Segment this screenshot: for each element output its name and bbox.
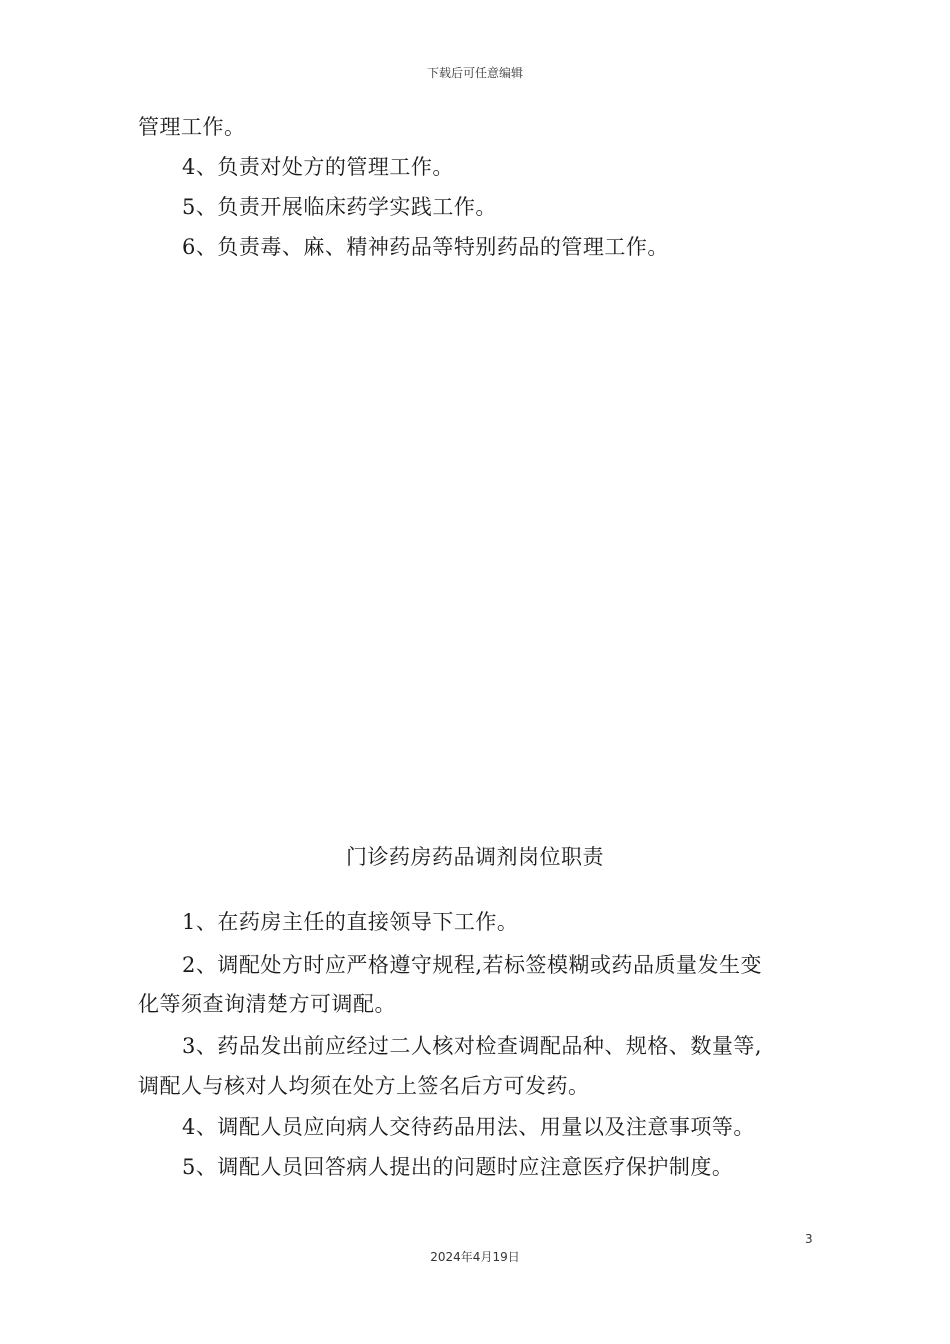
paragraph-line: 调配人与核对人均须在处方上签名后方可发药。: [138, 1074, 590, 1098]
paragraph-line: 管理工作。: [138, 115, 246, 139]
paragraph-line: 3、药品发出前应经过二人核对检查调配品种、规格、数量等,: [182, 1034, 763, 1058]
paragraph-line: 4、负责对处方的管理工作。: [182, 155, 454, 179]
paragraph-line: 5、负责开展临床药学实践工作。: [182, 195, 497, 219]
paragraph-line: 5、调配人员回答病人提出的问题时应注意医疗保护制度。: [182, 1155, 734, 1179]
paragraph-line: 1、在药房主任的直接领导下工作。: [182, 910, 519, 934]
paragraph-line: 化等须查询清楚方可调配。: [138, 992, 396, 1016]
section-title: 门诊药房药品调剂岗位职责: [346, 845, 604, 869]
paragraph-line: 6、负责毒、麻、精神药品等特别药品的管理工作。: [182, 235, 669, 259]
paragraph-line: 2、调配处方时应严格遵守规程,若标签模糊或药品质量发生变: [182, 953, 763, 977]
paragraph-line: 4、调配人员应向病人交待药品用法、用量以及注意事项等。: [182, 1115, 755, 1139]
page-footer-date: 2024年4月19日: [430, 1250, 520, 1264]
page-header: 下载后可任意编辑: [426, 66, 523, 80]
page-number: 3: [805, 1232, 813, 1246]
